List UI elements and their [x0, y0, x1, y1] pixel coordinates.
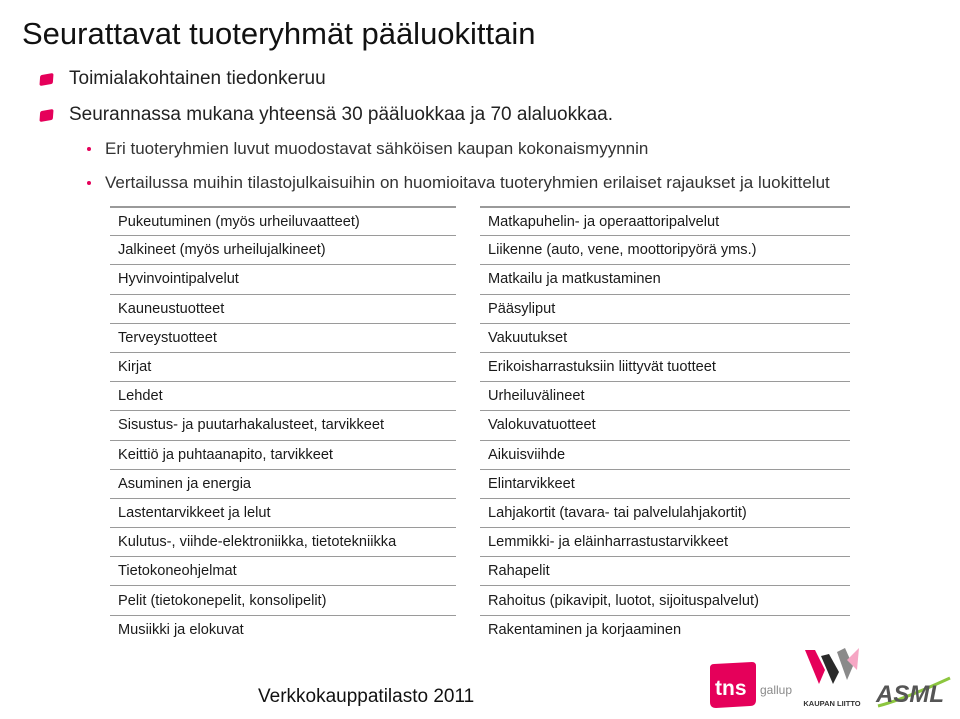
page-title: Seurattavat tuoteryhmät pääluokittain	[22, 16, 536, 51]
category-item: Kirjat	[110, 352, 456, 381]
category-item: Lahjakortit (tavara- tai palvelulahjakortit)	[480, 498, 850, 527]
sub-bullet-text: Eri tuoteryhmien luvut muodostavat sähköisen kaupan kokonaismyynnin	[105, 139, 649, 158]
category-list-right	[480, 206, 850, 644]
category-item: Rahapelit	[480, 556, 850, 585]
category-item: Kauneustuotteet	[110, 294, 456, 323]
sub-bullet-text: Vertailussa muihin tilastojulkaisuihin on huomioitava tuoteryhmien erilaiset rajaukset ja luokittelut	[105, 173, 830, 192]
bullet-marker-icon	[39, 72, 53, 85]
category-item: Asuminen ja energia	[110, 469, 456, 498]
category-item: Matkapuhelin- ja operaattoripalvelut	[480, 206, 850, 235]
category-item: Aikuisviihde	[480, 440, 850, 469]
gallup-logo-text: gallup	[760, 683, 792, 697]
category-item: Elintarvikkeet	[480, 469, 850, 498]
category-item: Sisustus- ja puutarhakalusteet, tarvikkeet	[110, 410, 456, 439]
category-item: Pukeutuminen (myös urheiluvaatteet)	[110, 206, 456, 235]
category-item: Keittiö ja puhtaanapito, tarvikkeet	[110, 440, 456, 469]
category-item: Pelit (tietokonepelit, konsolipelit)	[110, 585, 456, 614]
bullet-item	[40, 104, 613, 126]
category-list-left	[110, 206, 456, 644]
category-item: Urheiluvälineet	[480, 381, 850, 410]
category-item: Rahoitus (pikavipit, luotot, sijoituspalvelut)	[480, 585, 850, 614]
category-item: Lastentarvikkeet ja lelut	[110, 498, 456, 527]
category-item: Lehdet	[110, 381, 456, 410]
dot-icon	[87, 147, 91, 151]
category-item: Matkailu ja matkustaminen	[480, 264, 850, 293]
category-item: Hyvinvointipalvelut	[110, 264, 456, 293]
category-item: Jalkineet (myös urheilujalkineet)	[110, 235, 456, 264]
footer-caption: Verkkokauppatilasto 2011	[258, 686, 475, 707]
category-item: Lemmikki- ja eläinharrastustarvikkeet	[480, 527, 850, 556]
category-item: Tietokoneohjelmat	[110, 556, 456, 585]
category-item: Valokuvatuotteet	[480, 410, 850, 439]
category-item: Terveystuotteet	[110, 323, 456, 352]
category-item: Vakuutukset	[480, 323, 850, 352]
category-item: Erikoisharrastuksiin liittyvät tuotteet	[480, 352, 850, 381]
category-item: Musiikki ja elokuvat	[110, 615, 456, 644]
kaupan-liitto-text: KAUPAN LIITTO	[803, 699, 861, 708]
dot-icon	[87, 181, 91, 185]
tns-logo-text: tns	[715, 677, 747, 700]
bullet-text: Toimialakohtainen tiedonkeruu	[69, 68, 326, 89]
category-item: Kulutus-, viihde-elektroniikka, tietotekniikka	[110, 527, 456, 556]
sub-bullet-item	[87, 173, 830, 193]
category-item: Rakentaminen ja korjaaminen	[480, 615, 850, 644]
kaupan-liitto-logo	[801, 642, 863, 714]
bullet-text: Seurannassa mukana yhteensä 30 pääluokkaa ja 70 alaluokkaa.	[69, 104, 613, 125]
asml-logo	[872, 672, 956, 712]
bullet-marker-icon	[39, 108, 53, 121]
sub-bullet-item	[87, 139, 648, 159]
category-item: Liikenne (auto, vene, moottoripyörä yms.)	[480, 235, 850, 264]
tns-gallup-logo	[708, 660, 792, 710]
bullet-item	[40, 68, 326, 90]
asml-logo-text: ASML	[876, 681, 944, 708]
category-item: Pääsyliput	[480, 294, 850, 323]
